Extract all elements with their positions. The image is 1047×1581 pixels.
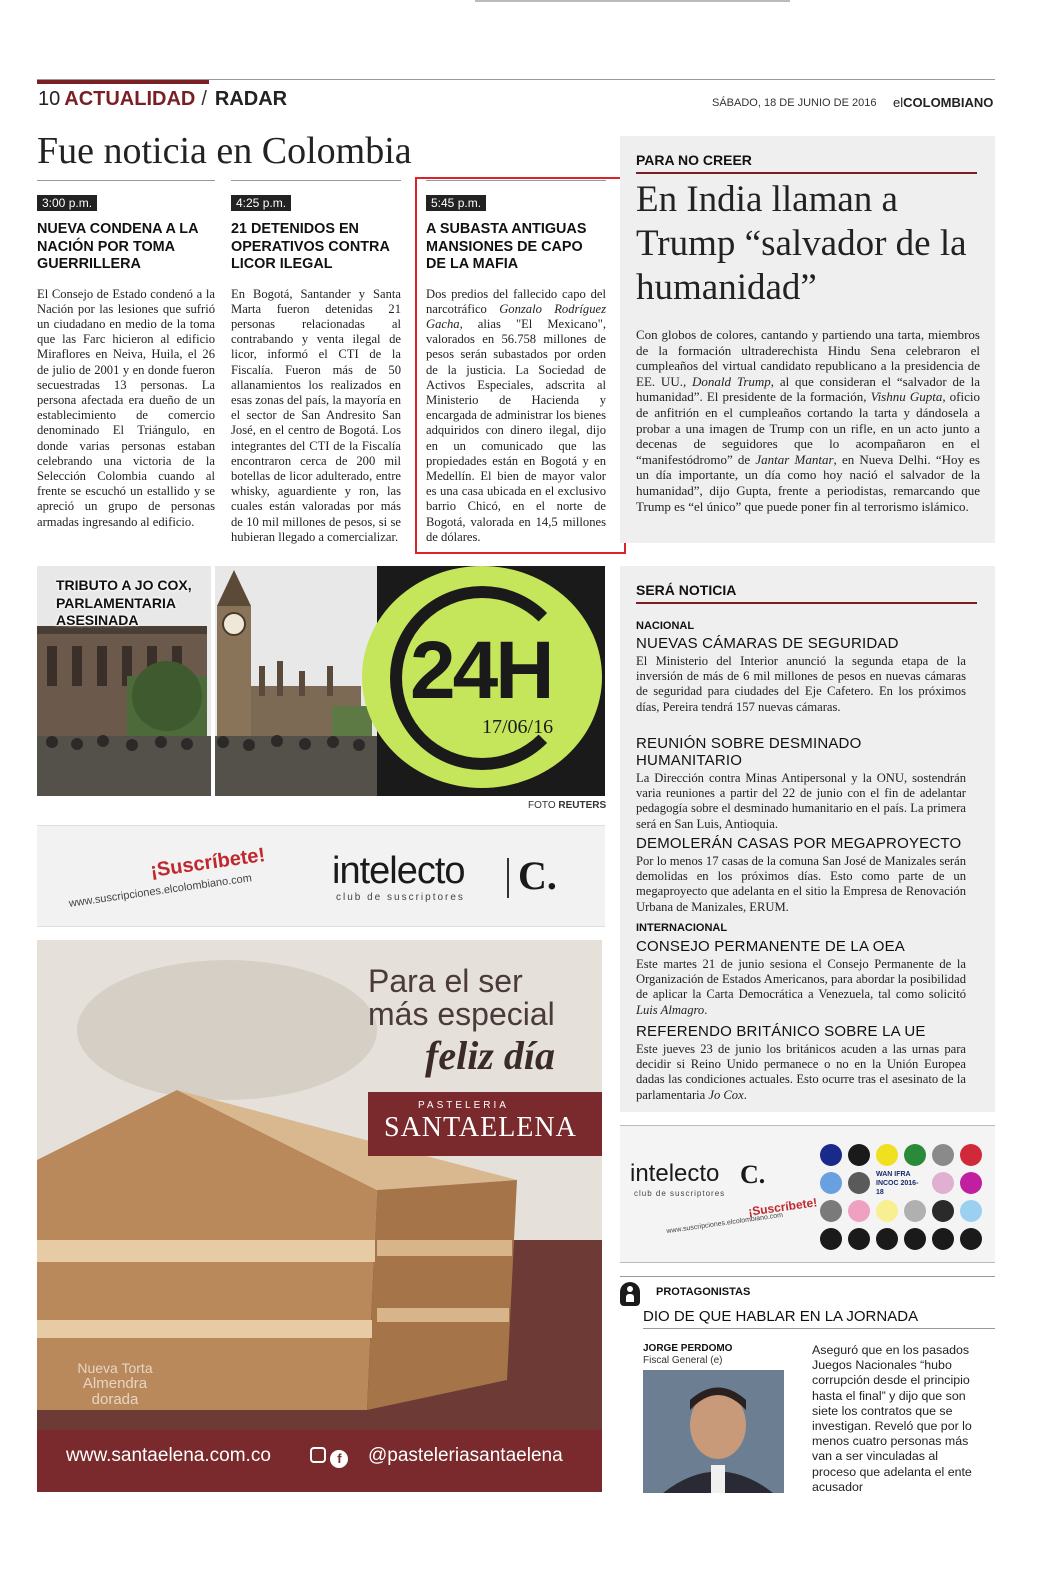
brand-logo [893, 95, 993, 110]
photo-caption: TRIBUTO A JO COX, PARLAMENTARIA ASESINADA [56, 577, 192, 628]
intelecto-mark: C. [518, 853, 557, 898]
sera-item [636, 938, 966, 1018]
time-badge: 3:00 p.m. [37, 195, 97, 211]
news-column-1 [37, 180, 215, 530]
header-separator: / [201, 88, 207, 110]
logo-brand: SANTAELENA [384, 1112, 577, 1143]
item-title: REUNIÓN SOBRE DESMINADO HUMANITARIO [636, 735, 862, 769]
ad-website[interactable]: www.santaelena.com.co [66, 1445, 271, 1466]
time-badge: 4:25 p.m. [231, 195, 291, 211]
person-photo [643, 1370, 784, 1493]
page-header [38, 88, 287, 114]
protagonistas-rule [620, 1276, 995, 1277]
section-name: ACTUALIDAD [64, 88, 196, 110]
logo-top: PASTELERIA [418, 1100, 509, 1111]
subscribe-url[interactable]: www.suscripciones.elcolombiano.com [68, 872, 253, 910]
small-ad-brand: intelecto [630, 1160, 720, 1187]
protagonistas-subtitle: DIO DE QUE HABLAR EN LA JORNADA [643, 1308, 919, 1325]
small-ad-tagline: club de suscriptores [634, 1189, 726, 1198]
time-badge: 5:45 p.m. [426, 195, 486, 211]
item-title: CONSEJO PERMANENTE DE LA OEA [636, 938, 905, 955]
intelecto-tagline: club de suscriptores [336, 892, 465, 903]
intelecto-divider [507, 858, 509, 898]
no-creer-body: Con globos de colores, cantando y partiendo una tarta, miembros de la formación ultraderechista Hindu Sena celebraron el cumpleaños del virtual candidato republicano a la presidencia de EE. UU., Donald Trump, al que consideran el “salvador de la humanidad”. El presidente de la formación, Vishnu Gupta, oficio de anfitrión en el cumpleaños cortando la tarta y dándosela a probar a una imagen de Trump con un rifle, en un acto junto a decenas de seguidores que lo acompañaron en el “manifestódromo” de Jantar Mantar, en Nueva Delhi. “Hoy es un día importante, un día como hoy nació el salvador de la humanidad”, dijo Gupta, frente a periodistas, remarcando que Trump es “el único” que puede poner fin al terrorismo islámico. [636, 327, 980, 514]
photo-credit: FOTO REUTERS [528, 800, 607, 811]
santaelena-logo [368, 1092, 602, 1156]
sera-item [636, 735, 966, 832]
sera-item [636, 1023, 966, 1103]
person-role: Fiscal General (e) [643, 1355, 723, 1366]
news-headline: NUEVA CONDENA A LA NACIÓN POR TOMA GUERRILLERA [37, 221, 198, 272]
item-body: Este martes 21 de junio sesiona el Consejo Permanente de la Organización de Estados Americanos, para abordar la posibilidad de aplicar la Carta Democrática a Venezuela, tal como solicitó Luis Almagro. [636, 957, 966, 1017]
brand-prefix: el [893, 95, 904, 110]
ad-line-2: más especial [368, 996, 555, 1032]
sera-noticia-label: SERÁ NOTICIA [636, 582, 737, 598]
header-date: SÁBADO, 18 DE JUNIO DE 2016 [712, 97, 877, 109]
header-rule [37, 79, 995, 80]
color-calibration [820, 1140, 990, 1255]
item-title: NUEVAS CÁMARAS DE SEGURIDAD [636, 635, 899, 652]
item-body: Este jueves 23 de junio los británicos acuden a las urnas para decidir si Reino Unido permanece o no en la Unión Europea dadas las condiciones actuales. Esto ocurre tras el asesinato de la parlamentaria Jo Cox. [636, 1042, 966, 1102]
social-icons[interactable] [310, 1447, 348, 1468]
subsection-name: RADAR [214, 88, 288, 110]
top-rule [475, 0, 790, 2]
badge-24h [362, 566, 602, 788]
person-name: Gonzalo Rodríguez Gacha [426, 301, 606, 331]
protagonistas-rule-2 [643, 1328, 995, 1329]
news-body: En Bogotá, Santander y Santa Marta fueron detenidas 21 personas relacionadas al contrabando y venta ilegal de licor, informó el CTI de la Fiscalía. Fueron más de 50 allanamientos los realizados en esas zonas del país, la mayoría en el sector de San Andresito San José, en el centro de Bogotá. Los integrantes del CTI de la Fiscalía encontraron cerca de 200 mil botellas de licor adulterado, entre whisky, aguardiente y ron, las cuales están valoradas por más de 10 mil millones de pesos, si se hubieran llegado a comercializar. [231, 286, 401, 544]
news-column-2 [231, 180, 401, 545]
news-headline: A SUBASTA ANTIGUAS MANSIONES DE CAPO DE LA MAFIA [426, 221, 587, 272]
category-internacional: INTERNACIONAL [636, 922, 728, 934]
person-icon [620, 1282, 640, 1306]
category-nacional: NACIONAL [636, 620, 695, 632]
no-creer-title: En India llaman a Trump “salvador de la humanidad” [636, 179, 967, 308]
protagonistas-label: PROTAGONISTAS [656, 1286, 751, 1298]
news-body: El Consejo de Estado condenó a la Nación por las lesiones que sufrió un ciudadano en medio de la toma que las Farc hicieron al edificio Miraflores en Neiva, Huila, el 26 de julio de 2001 y en donde fueron secuestradas 13 personas. La persona afectada era dueño de un establecimiento de comercio denominado El Triángulo, en donde varias personas estaban celebrando una victoria de la Selección Colombia cuando al frente se escuchó un estallido y se apreció un grupo de personas armadas ingresando al edificio. [37, 286, 215, 529]
badge-date: 17/06/16 [482, 716, 554, 738]
item-body: La Dirección contra Minas Antipersonal y la ONU, sostendrán varia reuniones a partir del 22 de junio con el fin de adelantar pedagogía sobre el desminado humanitario en el país. La primera será en San Luis, Antioquia. [636, 771, 966, 831]
ad-social[interactable]: @pasteleriasantaelena [368, 1445, 563, 1466]
ad-line-3: feliz día [425, 1033, 555, 1078]
product-name: Nueva Torta Almendra dorada [77, 1360, 153, 1408]
subscribe-text[interactable]: ¡Suscríbete! [148, 844, 267, 882]
ad-line-1: Para el ser [368, 963, 523, 999]
news-headline: 21 DETENIDOS EN OPERATIVOS CONTRA LICOR ILEGAL [231, 221, 390, 272]
sera-item [636, 635, 966, 715]
no-creer-label: PARA NO CREER [636, 152, 752, 168]
brand-name: COLOMBIANO [903, 95, 994, 110]
small-ad-url[interactable]: www.suscripciones.elcolombiano.com [666, 1211, 784, 1236]
item-title: DEMOLERÁN CASAS POR MEGAPROYECTO [636, 835, 962, 852]
person-quote: Aseguró que en los pasados Juegos Nacionales “hubo corrupción desde el principio hasta el final” y dijo que son siete los contratos que se investigan. Reveló que por lo menos cuatro personas más van a ser vinculadas al proceso que adelanta el ente acusador [812, 1343, 972, 1494]
main-title: Fue noticia en Colombia [37, 130, 412, 172]
small-ad-mark: C. [740, 1160, 766, 1189]
sera-item [636, 835, 966, 915]
wan-ifra-logo: WAN IFRA INCOC 2016-18 [876, 1171, 919, 1196]
facebook-icon[interactable]: f [330, 1450, 348, 1468]
news-body: Dos predios del fallecido capo del narcotráfico Gonzalo Rodríguez Gacha, alias "El Mexicano", valorados en 56.758 millones de pesos serán subastados por orden de la justicia. La Sociedad de Activos Especiales, adscrita al Ministerio de Hacienda y encargada de administrar los bienes adquiridos con dinero ilegal, dijo en un comunicado que las propiedades están en Bogotá y en Medellín. El bien de mayor valor es una casa ubicada en el exclusivo barrio Chicó, en el norte de Bogotá, valorada en 14,5 millones de dólares. [426, 286, 606, 544]
item-body: El Ministerio del Interior anunció la segunda etapa de la inversión de más de 6 mil millones de pesos en nuevas cámaras de seguridad para ciudades del Eje Cafetero. En los próximos días, Pereira tendrá 157 nuevas cámaras. [636, 654, 966, 714]
item-title: REFERENDO BRITÁNICO SOBRE LA UE [636, 1023, 926, 1040]
intelecto-brand: intelecto [332, 850, 465, 892]
item-body: Por lo menos 17 casas de la comuna San José de Manizales serán demolidas en los próximos días. Esto como parte de un megaproyecto que adelanta en el sitio la Empresa de Renovación Urbana de Manizales, ERUM. [636, 854, 966, 914]
small-ad-subscribe[interactable]: ¡Suscríbete! [747, 1195, 818, 1219]
instagram-icon[interactable] [310, 1447, 326, 1463]
page-number: 10 [38, 88, 61, 110]
badge-text: 24H [410, 625, 552, 716]
person-name: JORGE PERDOMO [643, 1343, 733, 1354]
sera-noticia-rule [636, 602, 977, 604]
news-column-3 [426, 180, 606, 545]
no-creer-rule [636, 172, 977, 174]
